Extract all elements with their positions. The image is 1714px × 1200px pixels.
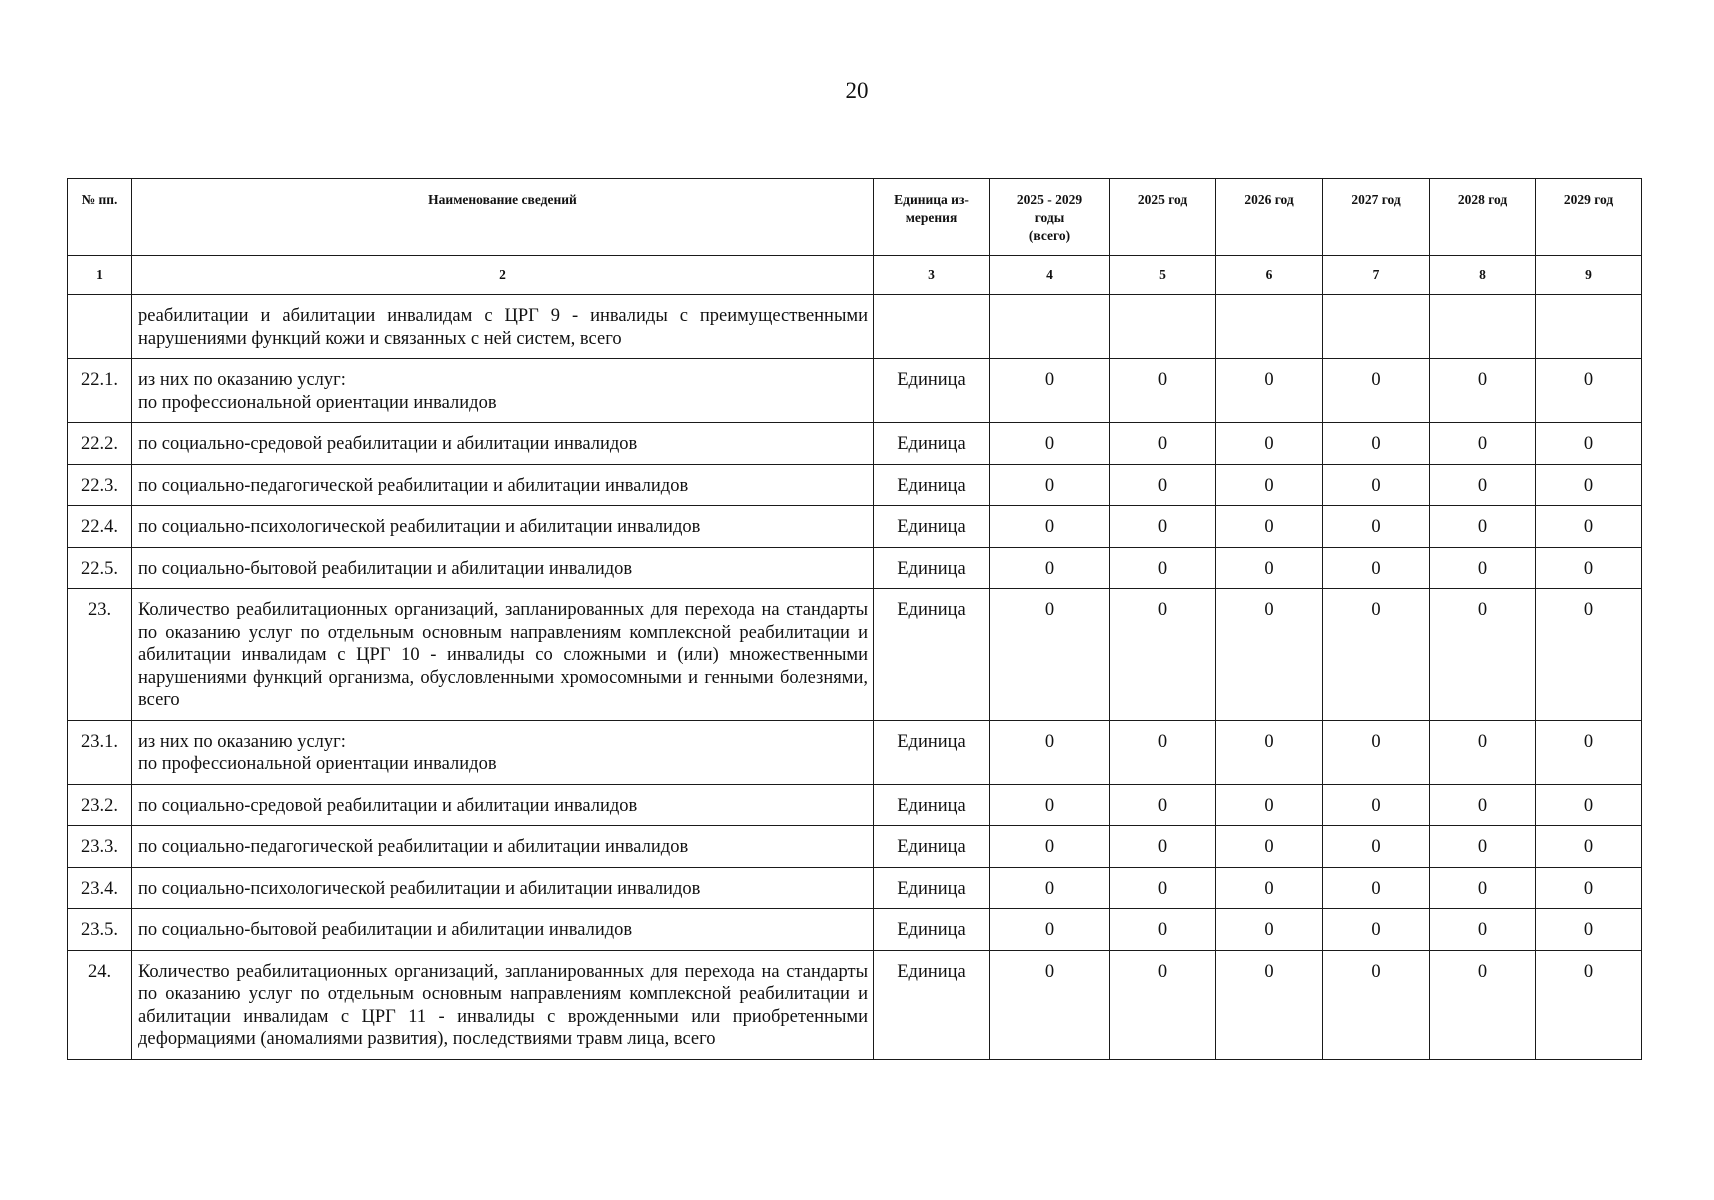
row-value-cell: 0 xyxy=(1216,589,1323,721)
row-value-cell: 0 xyxy=(1323,423,1430,465)
row-value-cell: 0 xyxy=(990,720,1110,784)
row-name-cell: по социально-средовой реабилитации и абилитации инвалидов xyxy=(132,423,874,465)
row-unit-cell: Единица xyxy=(874,589,990,721)
table-row xyxy=(68,909,1642,951)
header-cell-2028: 2028 год xyxy=(1430,179,1536,256)
row-number-cell: 22.3. xyxy=(68,464,132,506)
table-row xyxy=(68,589,1642,721)
header-cell-2025: 2025 год xyxy=(1110,179,1216,256)
row-unit-cell: Единица xyxy=(874,826,990,868)
column-number-cell: 3 xyxy=(874,256,990,295)
row-unit-cell: Единица xyxy=(874,506,990,548)
row-unit-cell: Единица xyxy=(874,784,990,826)
row-value-cell xyxy=(1430,295,1536,359)
row-value-cell: 0 xyxy=(1110,867,1216,909)
row-unit-cell: Единица xyxy=(874,359,990,423)
row-name-cell: Количество реабилитационных организаций, запланированных для перехода на стандарты по оказанию услуг по отдельным основным направлениям комплексной реабилитации и абилитации инвалидам с ЦРГ 11 - инвалиды с врожденными или приобретенными деформациями (аномалиями развития), последствиями травм лица, всего xyxy=(132,950,874,1059)
row-name-cell: по социально-педагогической реабилитации и абилитации инвалидов xyxy=(132,464,874,506)
row-value-cell: 0 xyxy=(1430,589,1536,721)
row-value-cell: 0 xyxy=(1216,867,1323,909)
row-value-cell: 0 xyxy=(1110,909,1216,951)
row-name-cell: по социально-бытовой реабилитации и абилитации инвалидов xyxy=(132,547,874,589)
row-name-cell: по социально-психологической реабилитации и абилитации инвалидов xyxy=(132,506,874,548)
row-value-cell: 0 xyxy=(1216,359,1323,423)
row-value-cell: 0 xyxy=(1536,589,1642,721)
row-number-cell: 23.4. xyxy=(68,867,132,909)
row-value-cell: 0 xyxy=(990,423,1110,465)
row-value-cell xyxy=(990,295,1110,359)
row-value-cell: 0 xyxy=(990,867,1110,909)
row-number-cell: 23.2. xyxy=(68,784,132,826)
row-name-cell: из них по оказанию услуг: по профессиональной ориентации инвалидов xyxy=(132,359,874,423)
row-value-cell: 0 xyxy=(1110,720,1216,784)
row-value-cell: 0 xyxy=(1323,547,1430,589)
row-number-cell: 23.3. xyxy=(68,826,132,868)
table-row xyxy=(68,547,1642,589)
row-value-cell: 0 xyxy=(1430,867,1536,909)
row-value-cell: 0 xyxy=(1323,589,1430,721)
column-number-cell: 8 xyxy=(1430,256,1536,295)
row-number-cell: 23.5. xyxy=(68,909,132,951)
row-unit-cell: Единица xyxy=(874,464,990,506)
row-number-cell: 22.4. xyxy=(68,506,132,548)
row-number-cell: 22.5. xyxy=(68,547,132,589)
table-row xyxy=(68,784,1642,826)
column-number-cell: 5 xyxy=(1110,256,1216,295)
row-value-cell: 0 xyxy=(1536,909,1642,951)
row-value-cell xyxy=(1536,295,1642,359)
row-value-cell: 0 xyxy=(1216,950,1323,1059)
row-unit-cell: Единица xyxy=(874,909,990,951)
row-value-cell: 0 xyxy=(1536,359,1642,423)
row-value-cell: 0 xyxy=(1216,826,1323,868)
row-value-cell: 0 xyxy=(990,909,1110,951)
table-row xyxy=(68,950,1642,1059)
table-row xyxy=(68,359,1642,423)
row-value-cell: 0 xyxy=(1323,909,1430,951)
row-value-cell: 0 xyxy=(990,784,1110,826)
row-value-cell: 0 xyxy=(1430,950,1536,1059)
row-value-cell: 0 xyxy=(1110,506,1216,548)
row-value-cell: 0 xyxy=(1323,950,1430,1059)
table-row xyxy=(68,464,1642,506)
row-value-cell: 0 xyxy=(1536,826,1642,868)
column-number-cell: 7 xyxy=(1323,256,1430,295)
table-row xyxy=(68,295,1642,359)
row-value-cell: 0 xyxy=(1536,547,1642,589)
row-value-cell: 0 xyxy=(1430,826,1536,868)
row-value-cell: 0 xyxy=(1216,784,1323,826)
header-cell-number: № пп. xyxy=(68,179,132,256)
header-cell-2026: 2026 год xyxy=(1216,179,1323,256)
row-number-cell: 22.1. xyxy=(68,359,132,423)
row-value-cell: 0 xyxy=(1323,867,1430,909)
row-value-cell: 0 xyxy=(1323,506,1430,548)
row-name-cell: по социально-бытовой реабилитации и абилитации инвалидов xyxy=(132,909,874,951)
row-value-cell: 0 xyxy=(1430,784,1536,826)
row-value-cell: 0 xyxy=(1216,547,1323,589)
column-number-cell: 6 xyxy=(1216,256,1323,295)
row-value-cell: 0 xyxy=(990,950,1110,1059)
table-row xyxy=(68,720,1642,784)
column-number-cell: 1 xyxy=(68,256,132,295)
table-body xyxy=(68,295,1642,1060)
row-value-cell: 0 xyxy=(1323,826,1430,868)
row-value-cell: 0 xyxy=(1216,506,1323,548)
page-number: 20 xyxy=(845,78,869,103)
row-name-cell: Количество реабилитационных организаций, запланированных для перехода на стандарты по оказанию услуг по отдельным основным направлениям комплексной реабилитации и абилитации инвалидам с ЦРГ 10 - инвалиды со сложными и (или) множественными нарушениями функций организма, обусловленными хромосомными и генными болезнями, всего xyxy=(132,589,874,721)
header-cell-unit: Единица из- мерения xyxy=(874,179,990,256)
row-value-cell: 0 xyxy=(1216,464,1323,506)
row-value-cell: 0 xyxy=(990,359,1110,423)
row-value-cell: 0 xyxy=(1110,589,1216,721)
row-value-cell xyxy=(1323,295,1430,359)
row-number-cell xyxy=(68,295,132,359)
row-name-cell: по социально-средовой реабилитации и абилитации инвалидов xyxy=(132,784,874,826)
data-table xyxy=(67,178,1642,1060)
row-unit-cell: Единица xyxy=(874,547,990,589)
header-cell-2029: 2029 год xyxy=(1536,179,1642,256)
row-number-cell: 23. xyxy=(68,589,132,721)
row-value-cell: 0 xyxy=(1110,950,1216,1059)
row-value-cell: 0 xyxy=(1430,547,1536,589)
row-name-cell: реабилитации и абилитации инвалидам с ЦРГ 9 - инвалиды с преимущественными нарушениями функций кожи и связанных с ней систем, всего xyxy=(132,295,874,359)
row-value-cell: 0 xyxy=(1216,720,1323,784)
row-value-cell: 0 xyxy=(990,826,1110,868)
row-value-cell: 0 xyxy=(1430,423,1536,465)
row-value-cell: 0 xyxy=(1536,720,1642,784)
row-value-cell: 0 xyxy=(1110,547,1216,589)
row-value-cell: 0 xyxy=(1110,359,1216,423)
header-cell-2027: 2027 год xyxy=(1323,179,1430,256)
header-cell-name: Наименование сведений xyxy=(132,179,874,256)
row-unit-cell xyxy=(874,295,990,359)
header-cell-total: 2025 - 2029 годы (всего) xyxy=(990,179,1110,256)
table-row xyxy=(68,867,1642,909)
row-value-cell: 0 xyxy=(1216,909,1323,951)
column-number-cell: 9 xyxy=(1536,256,1642,295)
row-value-cell: 0 xyxy=(1110,826,1216,868)
row-value-cell: 0 xyxy=(1216,423,1323,465)
row-unit-cell: Единица xyxy=(874,720,990,784)
row-name-cell: из них по оказанию услуг: по профессиональной ориентации инвалидов xyxy=(132,720,874,784)
row-value-cell: 0 xyxy=(1536,950,1642,1059)
row-value-cell: 0 xyxy=(1110,423,1216,465)
row-value-cell: 0 xyxy=(1430,359,1536,423)
row-unit-cell: Единица xyxy=(874,423,990,465)
row-value-cell: 0 xyxy=(990,506,1110,548)
column-number-cell: 2 xyxy=(132,256,874,295)
row-value-cell: 0 xyxy=(1536,506,1642,548)
row-number-cell: 24. xyxy=(68,950,132,1059)
row-value-cell: 0 xyxy=(1430,720,1536,784)
row-value-cell: 0 xyxy=(1323,464,1430,506)
column-number-cell: 4 xyxy=(990,256,1110,295)
row-value-cell: 0 xyxy=(1323,720,1430,784)
row-name-cell: по социально-педагогической реабилитации и абилитации инвалидов xyxy=(132,826,874,868)
row-value-cell: 0 xyxy=(1430,506,1536,548)
row-value-cell: 0 xyxy=(1536,423,1642,465)
header-row xyxy=(68,179,1642,256)
row-unit-cell: Единица xyxy=(874,950,990,1059)
row-number-cell: 23.1. xyxy=(68,720,132,784)
table-row xyxy=(68,506,1642,548)
row-value-cell: 0 xyxy=(1536,784,1642,826)
row-value-cell: 0 xyxy=(990,464,1110,506)
table-row xyxy=(68,423,1642,465)
row-value-cell: 0 xyxy=(1323,359,1430,423)
row-value-cell: 0 xyxy=(1536,867,1642,909)
row-value-cell: 0 xyxy=(1323,784,1430,826)
row-value-cell: 0 xyxy=(1536,464,1642,506)
row-value-cell: 0 xyxy=(990,589,1110,721)
row-value-cell: 0 xyxy=(1110,464,1216,506)
row-number-cell: 22.2. xyxy=(68,423,132,465)
row-unit-cell: Единица xyxy=(874,867,990,909)
row-value-cell: 0 xyxy=(1430,464,1536,506)
column-number-row xyxy=(68,256,1642,295)
row-name-cell: по социально-психологической реабилитации и абилитации инвалидов xyxy=(132,867,874,909)
row-value-cell xyxy=(1110,295,1216,359)
row-value-cell: 0 xyxy=(990,547,1110,589)
row-value-cell xyxy=(1216,295,1323,359)
table-row xyxy=(68,826,1642,868)
row-value-cell: 0 xyxy=(1110,784,1216,826)
row-value-cell: 0 xyxy=(1430,909,1536,951)
